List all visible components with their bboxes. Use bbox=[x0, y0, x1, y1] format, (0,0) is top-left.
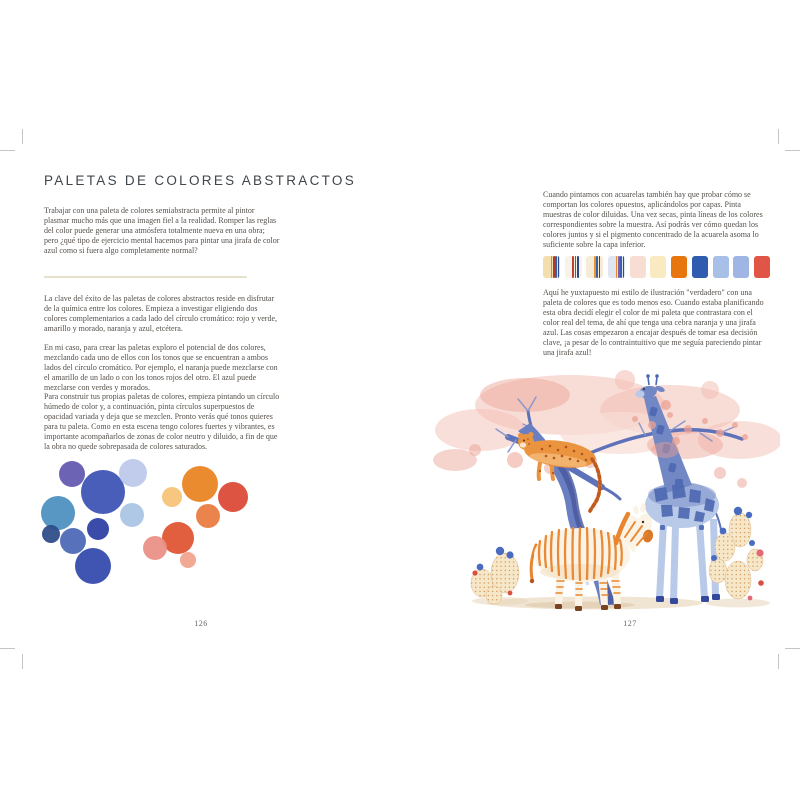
striped-color-swatch bbox=[543, 256, 560, 278]
watercolor-circle bbox=[119, 459, 147, 487]
crop-mark bbox=[785, 150, 800, 151]
right-paragraph-1: Cuando pintamos con acuarelas también hay que probar cómo se comportan los colores opuestos, aplicándolos por capas. Pinta muestras de color diluidas. Una vez secas, pinta líneas de los colores correspondientes sobre la muestra. Así podrás ver cómo quedan los colores juntos y si el pigmento concentrado de la acuarela asoma lo suficiente sobre la capa inferior. bbox=[543, 190, 763, 249]
watercolor-circle bbox=[41, 496, 75, 530]
solid-color-swatch bbox=[671, 256, 687, 278]
watercolor-circle bbox=[180, 552, 196, 568]
right-paragraph-2: Aquí he yuxtapuesto mi estilo de ilustración "verdadero" con una paleta de colores que es todo menos eso. Cuando estaba planificando esta obra decidí elegir el color de mi paleta que contrastara con el color real del tema, de ahí que tenga una cebra naranja y una jirafa azul. Las cosas empezaron a encajar después de tomar esa decisión clave, ¡a pesar de lo contraintuitivo que me seguía pareciendo pintar una jirafa azul! bbox=[543, 288, 764, 357]
watercolor-circle bbox=[162, 487, 182, 507]
crop-mark bbox=[785, 648, 800, 649]
solid-color-swatch bbox=[692, 256, 708, 278]
watercolor-circle bbox=[182, 466, 218, 502]
right-page-number: 127 bbox=[623, 619, 637, 628]
solid-color-swatch bbox=[650, 256, 666, 278]
watercolor-circle bbox=[42, 525, 60, 543]
page-title: PALETAS DE COLORES ABSTRACTOS bbox=[44, 173, 357, 188]
left-paragraph-4: Para construir tus propias paletas de colores, empieza pintando un círculo húmedo de color y, a continuación, pinta círculos superpuestos de opacidad variada y deja que se mezclen. Pronto verás qué tonos quieres para tu paleta. Como en esta escena tengo colores fuertes y vibrantes, es importante acompañarlos de zonas de color neutro y diluido, a fin de que la obra no quede sobrepasada de colores saturados. bbox=[44, 392, 280, 451]
watercolor-palette-circles bbox=[30, 445, 270, 595]
watercolor-circle bbox=[60, 528, 86, 554]
section-divider bbox=[44, 276, 247, 278]
left-paragraph-3: En mi caso, para crear las paletas exploro el potencial de dos colores, mezclando cada uno de ellos con los tonos que se encuentran a ambos lados del círculo cromático. Por ejemplo, el naranja puede mezclarse con el amarillo de un lado o con los tonos rojos del otro. El azul puede mezclarse con verdes y morados. bbox=[44, 343, 278, 392]
crop-mark bbox=[22, 129, 23, 144]
swatch-row bbox=[543, 256, 770, 280]
watercolor-circle bbox=[59, 461, 85, 487]
orange-zebra bbox=[530, 503, 655, 611]
watercolor-circle bbox=[75, 548, 111, 584]
left-paragraph-intro: Trabajar con una paleta de colores semiabstracta permite al pintor plasmar mucho más que una imagen fiel a la realidad. Romper las reglas del color puede generar una atmósfera totalmente nueva en una obra; pero ¿qué tipo de ejercicio mental hacemos para pintar una jirafa de color azul como si fuera algo completamente normal? bbox=[44, 206, 280, 255]
solid-color-swatch bbox=[754, 256, 770, 278]
striped-color-swatch bbox=[608, 256, 625, 278]
crop-mark bbox=[778, 654, 779, 669]
watercolor-circle bbox=[81, 470, 125, 514]
crop-mark bbox=[778, 129, 779, 144]
crop-mark bbox=[22, 654, 23, 669]
watercolor-circle bbox=[120, 503, 144, 527]
solid-color-swatch bbox=[630, 256, 646, 278]
watercolor-circle bbox=[87, 518, 109, 540]
solid-color-swatch bbox=[713, 256, 729, 278]
savanna-illustration bbox=[420, 355, 780, 620]
striped-color-swatch bbox=[586, 256, 603, 278]
crop-mark bbox=[0, 150, 15, 151]
watercolor-circle bbox=[143, 536, 167, 560]
solid-color-swatch bbox=[733, 256, 749, 278]
striped-color-swatch bbox=[565, 256, 582, 278]
watercolor-circle bbox=[196, 504, 220, 528]
left-paragraph-2: La clave del éxito de las paletas de colores abstractos reside en disfrutar de la química entre los colores. Empieza a investigar eligiendo dos colores complementarios a cada lado del círculo cromático: rojo y verde, amarillo y morado, naranja y azul, etcétera. bbox=[44, 294, 278, 333]
cactus-left bbox=[471, 547, 519, 604]
watercolor-circle bbox=[218, 482, 248, 512]
left-page-number: 126 bbox=[194, 619, 208, 628]
crop-mark bbox=[0, 648, 15, 649]
